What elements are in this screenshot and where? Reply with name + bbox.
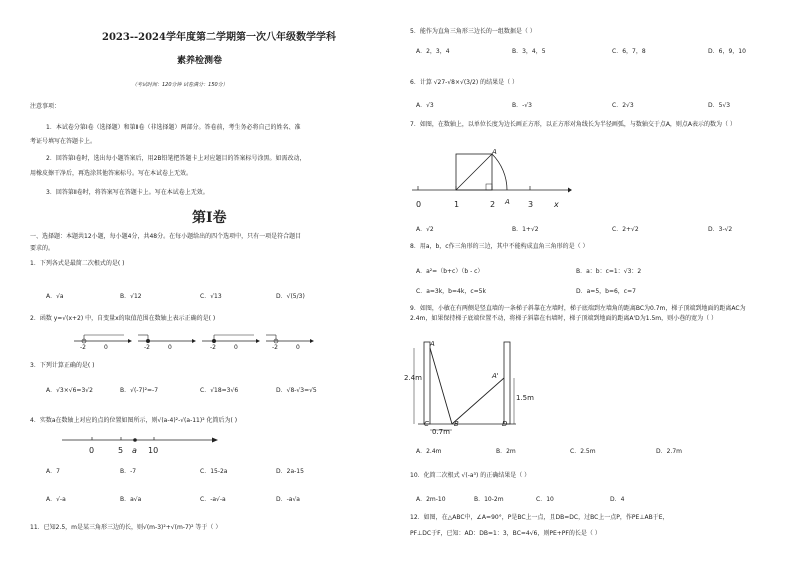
q2-b-tick-minus2: -2 (144, 344, 150, 351)
q6-option-c[interactable]: C．2√3 (612, 102, 634, 109)
q4-option-c[interactable]: C．15-2a (200, 468, 228, 475)
notes-heading: 注意事项： (30, 103, 61, 110)
note-line: 用橡皮擦干净后，再选涂其他答案标号。写在本试卷上无效。 (30, 170, 193, 177)
section-title: 第Ⅰ卷 (192, 210, 227, 226)
q2-number-line-b (138, 335, 196, 343)
right-column (404, 0, 784, 561)
q8-option-c[interactable]: C．a=3k，b=4k，c=5k (416, 288, 486, 295)
question-5-stem: 5．能作为直角三角形三边长的一组数据是（ ） (410, 28, 536, 35)
note-line: 1．本试卷分第Ⅰ卷（选择题）和第Ⅱ卷（非选择题）两部分。答卷前，考生务必将自己的姓名、准 (46, 124, 301, 131)
question-11-stem: 11．已知2.5，m是某三角形三边的长，则√(m-3)²+√(m-7)² 等于（ ） (30, 524, 222, 531)
q1-option-c[interactable]: C．√13 (200, 293, 222, 300)
exam-info: （考试时间：120分钟 试卷满分：150分） (132, 82, 228, 88)
q-left5-option-a[interactable]: A．√-a (46, 496, 66, 503)
q2-number-line-d (266, 335, 314, 343)
q9-label-2-4m: 2.4m (404, 374, 422, 382)
q4-tick-5: 5 (118, 446, 124, 455)
question-3-stem: 3．下列计算正确的是( ) (30, 362, 95, 369)
note-line: 3．回答第Ⅱ卷时，将答案写在答题卡上。写在本试卷上无效。 (46, 189, 209, 196)
q4-tick-a: a (132, 446, 137, 455)
q9-label-1-5m: 1.5m (516, 394, 534, 402)
q9-option-b[interactable]: B．2m (496, 448, 516, 455)
q8-option-d[interactable]: D．a=5，b=6，c=7 (576, 288, 636, 295)
note-line: 考证号填写在答题卡上。 (30, 138, 97, 145)
q9-option-d[interactable]: D．2.7m (656, 448, 683, 455)
q4-tick-10: 10 (148, 446, 159, 455)
q2-a-tick-0: 0 (104, 344, 108, 351)
q9-label-b: B (454, 420, 459, 428)
q2-c-tick-0: 0 (234, 344, 238, 351)
q4-option-d[interactable]: D．2a-15 (276, 468, 304, 475)
q-left5-option-d[interactable]: D．-a√a (276, 496, 300, 503)
q3-option-b[interactable]: B．√(-7)²=-7 (120, 387, 159, 394)
q10-option-a[interactable]: A．2m-10 (416, 496, 446, 503)
q10-option-d[interactable]: D．4 (610, 496, 625, 503)
question-1-stem: 1．下列各式是最简二次根式的是( ) (30, 260, 125, 267)
q10-option-c[interactable]: C．10 (536, 496, 554, 503)
q10-option-b[interactable]: B．10-2m (474, 496, 504, 503)
q7-axis-x: x (554, 200, 559, 209)
q3-option-c[interactable]: C．√18=3√6 (200, 387, 239, 394)
q9-option-a[interactable]: A．2.4m (416, 448, 442, 455)
q2-number-lines (74, 332, 314, 354)
question-9-stem: 9．如图，小敏在有两侧是竖直墙的一条梯子斜靠在左墙时，梯子底端到左墙角的距离BC为0.7m，梯子顶端到地面的距离AC为2.4m，如果保持梯子底端位置不动，将梯子斜靠在右墙时，梯子顶端到地面的距离A'D为1.5m，则小巷的宽为（ ） (410, 305, 746, 323)
q9-label-c: C (424, 420, 429, 428)
q2-b-tick-0: 0 (168, 344, 172, 351)
q7-option-c[interactable]: C．2+√2 (612, 226, 639, 233)
q9-label-d: D (502, 420, 508, 428)
q2-a-tick-minus2: -2 (80, 344, 86, 351)
section-intro: 要求的。 (30, 245, 55, 252)
q4-option-b[interactable]: B．-7 (120, 468, 137, 475)
section-intro: 一、选择题：本题共12小题，每小题4分，共48分。在每小题给出的四个选项中，只有一项是符合题目 (30, 233, 302, 240)
q1-option-d[interactable]: D．√(5/3) (276, 293, 305, 300)
q5-option-c[interactable]: C．6，7，8 (612, 48, 646, 55)
question-8-stem: 8．用a，b，c作三角形的三边，其中不能构成直角三角形的是（ ） (410, 243, 589, 250)
q2-c-tick-minus2: -2 (210, 344, 216, 351)
q5-option-d[interactable]: D．6，9，10 (708, 48, 746, 55)
q6-option-b[interactable]: B．-√3 (512, 102, 532, 109)
q8-option-a[interactable]: A．a²=（b+c）（b - c） (416, 268, 484, 275)
q1-option-b[interactable]: B．√12 (120, 293, 142, 300)
question-7-stem: 7．如图，在数轴上，以单位长度为边长画正方形，以正方形对角线长为半径画弧，与数轴交于点A，则点A表示的数为（ ） (410, 121, 736, 128)
q6-option-d[interactable]: D．5√3 (708, 102, 731, 109)
q7-label-a-top: A (492, 148, 497, 156)
q7-tick-0: 0 (416, 200, 422, 209)
exam-subtitle: 素养检测卷 (177, 56, 223, 66)
note-line: 2．回答第Ⅰ卷时，选出每小题答案后，用2B铅笔把答题卡上对应题目的答案标号涂黑。如需改动， (46, 155, 306, 162)
exam-title: 2023--2024学年度第二学期第一次八年级数学学科 (102, 32, 336, 43)
q2-number-line-c (202, 335, 260, 343)
q5-option-a[interactable]: A．2，3，4 (416, 48, 450, 55)
q9-label-a: A (430, 340, 435, 348)
q7-option-b[interactable]: B．1+√2 (512, 226, 539, 233)
q7-option-d[interactable]: D．3-√2 (708, 226, 733, 233)
q7-option-a[interactable]: A．√2 (416, 226, 434, 233)
q2-d-tick-0: 0 (296, 344, 300, 351)
q2-d-tick-minus2: -2 (272, 344, 278, 351)
question-12-stem-cont: PF⊥DC于F，已知：AD：DB=1：3，BC=4√6，则PE+PF的长是（ ） (410, 530, 601, 537)
q9-label-a-prime: A' (492, 372, 499, 380)
q6-option-a[interactable]: A．√3 (416, 102, 434, 109)
q7-tick-1: 1 (454, 200, 460, 209)
q-left5-option-c[interactable]: C．-a√-a (200, 496, 226, 503)
q9-label-0-7m: 0.7m (432, 428, 450, 436)
q7-tick-3: 3 (528, 200, 534, 209)
q8-option-b[interactable]: B．a：b：c=1：√3：2 (576, 268, 642, 275)
question-10-stem: 10．化简二次根式 √(-a³) 的正确结果是（ ） (410, 472, 531, 479)
q5-option-b[interactable]: B．3，4，5 (512, 48, 546, 55)
q7-label-a-axis: A (505, 198, 510, 206)
question-2-stem: 2．函数 y=√(x+2) 中，自变量x的取值范围在数轴上表示正确的是( ) (30, 315, 216, 322)
q-left5-option-b[interactable]: B．a√a (120, 496, 142, 503)
left-column (22, 0, 402, 561)
q3-option-d[interactable]: D．√8-√3=√5 (276, 387, 317, 394)
question-4-stem: 4．实数a在数轴上对应的点的位置如图所示，则√(a-4)²-√(a-11)² 化简后为( ) (30, 417, 238, 424)
q4-number-line (62, 432, 222, 446)
q4-option-a[interactable]: A．7 (46, 468, 60, 475)
q3-option-a[interactable]: A．√3×√6=3√2 (46, 387, 93, 394)
question-6-stem: 6．计算 √27-√8×√(3/2) 的结果是（ ） (410, 79, 518, 86)
q4-tick-0: 0 (89, 446, 95, 455)
q9-option-c[interactable]: C．2.5m (570, 448, 596, 455)
question-12-stem: 12．如图，在△ABC中，∠A=90°，P是BC上一点，且DB=DC，过BC上一点P，作PE⊥AB于E， (410, 514, 669, 521)
q2-number-line-a (74, 335, 132, 343)
q1-option-a[interactable]: A．√a (46, 293, 64, 300)
q7-tick-2: 2 (490, 200, 496, 209)
